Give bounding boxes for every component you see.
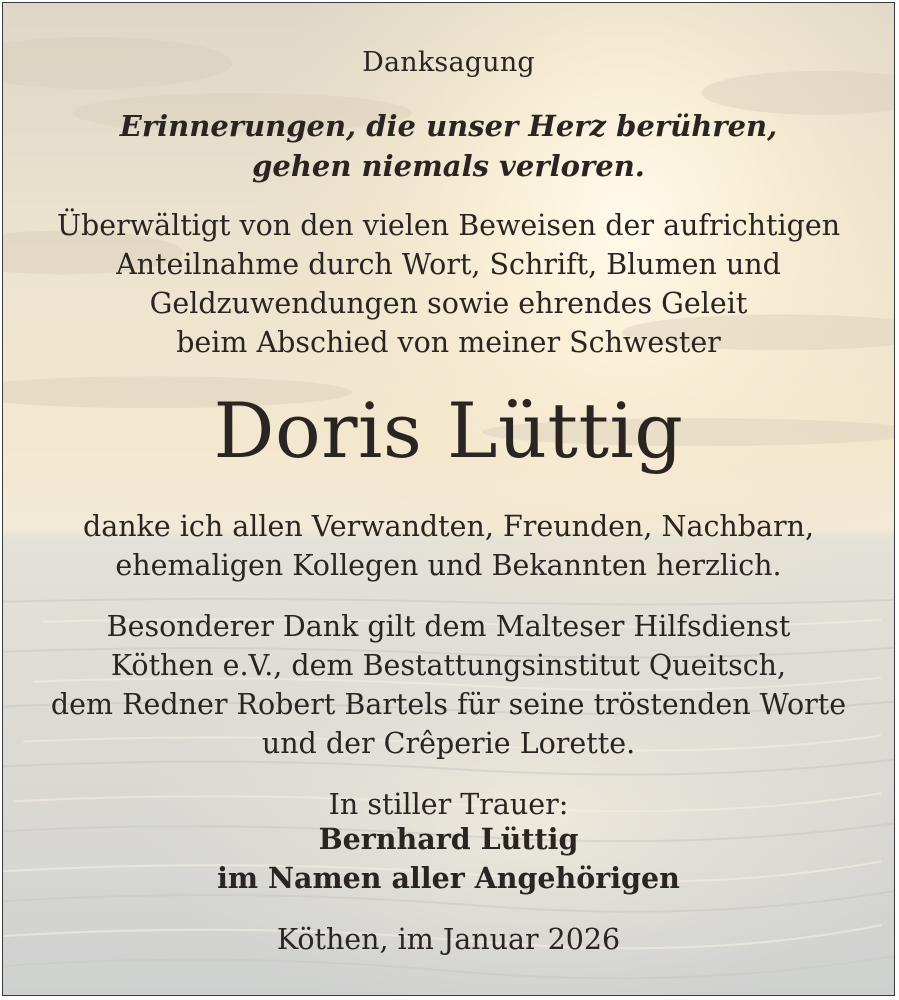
special-thanks-line-4: und der Crêperie Lorette. — [261, 727, 636, 760]
intro-line-4: beim Abschied von meiner Schwester — [176, 326, 721, 359]
special-thanks-line-3: dem Redner Robert Bartels für seine tröstenden Worte — [50, 688, 847, 721]
thanks-line-1: danke ich allen Verwandten, Freunden, Nachbarn, — [82, 510, 815, 543]
thanks-line-2: ehemaligen Kollegen und Bekannten herzlich. — [115, 549, 782, 582]
signature-family: im Namen aller Angehörigen — [217, 861, 680, 895]
motto-line-2: gehen niemals verloren. — [252, 149, 645, 183]
intro-line-1: Überwältigt von den vielen Beweisen der aufrichtigen — [56, 209, 841, 242]
obituary-notice — [2, 2, 895, 996]
signature-name: Bernhard Lüttig — [318, 822, 579, 856]
motto-line-1: Erinnerungen, die unser Herz berühren, — [119, 109, 778, 143]
signature-intro: In stiller Trauer: — [328, 788, 569, 821]
intro-line-3: Geldzuwendungen sowie ehrendes Geleit — [149, 287, 748, 320]
special-thanks-line-2: Köthen e.V., dem Bestattungsinstitut Queitsch, — [110, 649, 787, 682]
place-and-date: Köthen, im Januar 2026 — [276, 923, 621, 956]
intro-line-2: Anteilnahme durch Wort, Schrift, Blumen und — [116, 248, 781, 281]
deceased-name: Doris Lüttig — [213, 386, 684, 475]
special-thanks-line-1: Besonderer Dank gilt dem Malteser Hilfsdienst — [106, 610, 791, 643]
notice-heading: Danksagung — [362, 47, 535, 78]
